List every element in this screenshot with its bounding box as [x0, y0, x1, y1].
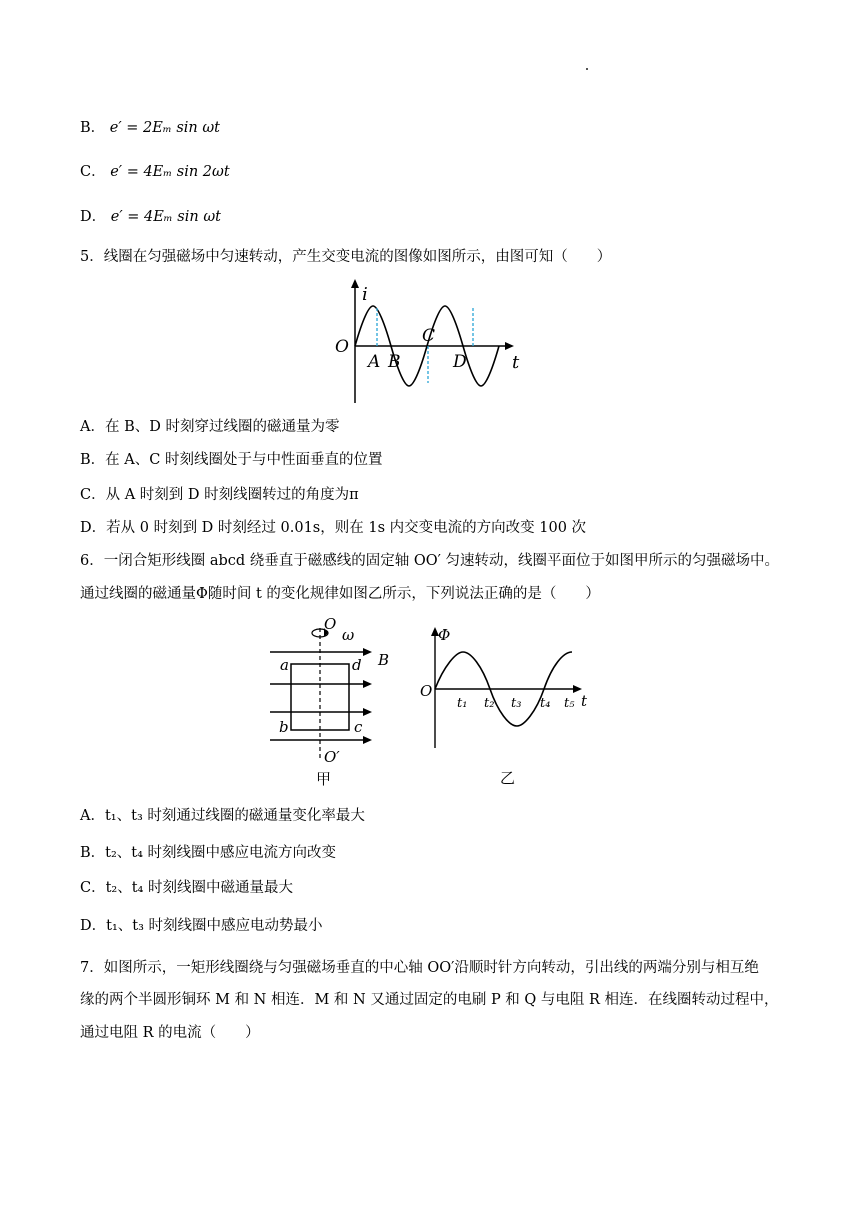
- q5-x-label: t: [512, 352, 520, 373]
- axis-label-bottom: O′: [324, 748, 340, 766]
- yi-origin: O: [420, 682, 433, 700]
- yi-y-label: Φ: [438, 626, 451, 644]
- q4-option-d: [80, 207, 221, 227]
- yi-tick-t4: t₄: [540, 696, 551, 711]
- q6-option-a: A．t₁、t₃ 时刻通过线圈的磁通量变化率最大: [80, 808, 365, 824]
- q5-stem: 5．线圈在匀强磁场中匀速转动，产生交变电流的图像如图所示，由图可知（ ）: [80, 249, 612, 265]
- q4-option-d-formula: e′ = 4Eₘ sin ωt: [110, 209, 221, 225]
- q5-point-c: C: [422, 326, 436, 346]
- yi-tick-t3: t₃: [511, 696, 522, 711]
- q6-option-c: C．t₂、t₄ 时刻线圈中磁通量最大: [80, 880, 293, 896]
- q7-line1: 7．如图所示，一矩形线圈绕与匀强磁场垂直的中心轴 OO′沿顺时针方向转动，引出线的两端分别与相互绝: [80, 960, 759, 976]
- yi-x-label: t: [581, 692, 588, 710]
- q4-option-c: [80, 162, 230, 182]
- field-arrow-2: [363, 680, 372, 688]
- q7-line2: 缘的两个半圆形铜环 M 和 N 相连．M 和 N 又通过固定的电刷 P 和 Q 与电阻 R 相连．在线圈转动过程中，: [80, 992, 779, 1008]
- q5-option-c: C．从 A 时刻到 D 时刻线圈转过的角度为π: [80, 487, 359, 503]
- q4-option-b-formula: e′ = 2Eₘ sin ωt: [109, 120, 220, 136]
- q5-x-arrow: [505, 342, 514, 350]
- corner-d: d: [352, 656, 362, 674]
- q5-origin: O: [335, 337, 349, 357]
- q5-option-a: A．在 B、D 时刻穿过线圈的磁通量为零: [80, 419, 340, 435]
- q4-option-c-text: C．: [80, 164, 106, 180]
- corner-c: c: [354, 718, 363, 736]
- q6-option-d: D．t₁、t₃ 时刻线圈中感应电动势最小: [80, 918, 323, 934]
- q7-line3: 通过电阻 R 的电流（ ）: [80, 1025, 260, 1041]
- yi-tick-t2: t₂: [484, 696, 495, 711]
- caption-jia: 甲: [316, 770, 332, 788]
- q6-figure-jia: [262, 614, 398, 790]
- q5-figure: [330, 278, 530, 406]
- q5-option-b: B．在 A、C 时刻线圈处于与中性面垂直的位置: [80, 452, 383, 468]
- corner-a: a: [280, 656, 289, 674]
- q5-y-label: i: [362, 284, 368, 305]
- field-arrow-1: [363, 648, 372, 656]
- header-mark: [586, 68, 588, 70]
- q6-stem-line2: 通过线圈的磁通量Φ随时间 t 的变化规律如图乙所示，下列说法正确的是（ ）: [80, 586, 600, 602]
- field-label: B: [378, 651, 390, 669]
- caption-yi: 乙: [500, 769, 516, 787]
- q5-y-arrow: [351, 279, 359, 288]
- q5-point-b: B: [388, 352, 401, 372]
- q5-point-d: D: [453, 352, 467, 372]
- omega-label: ω: [342, 626, 355, 644]
- q5-option-d: D．若从 0 时刻到 D 时刻经过 0.01s，则在 1s 内交变电流的方向改变 100 次: [80, 520, 587, 536]
- yi-tick-t1: t₁: [457, 696, 468, 711]
- q4-option-d-text: D．: [80, 209, 107, 225]
- corner-b: b: [279, 718, 289, 736]
- q5-point-a: A: [368, 352, 381, 372]
- q6-figure-yi: [416, 626, 596, 792]
- axis-label-top: O: [324, 615, 337, 633]
- yi-tick-t5: t₅: [564, 696, 575, 711]
- field-arrow-4: [363, 736, 372, 744]
- field-arrow-3: [363, 708, 372, 716]
- q4-option-b-text: B．: [80, 120, 106, 136]
- q6-stem-line1: 6．一闭合矩形线圈 abcd 绕垂直于磁感线的固定轴 OO′ 匀速转动，线圈平面位于如图甲所示的匀强磁场中。: [80, 553, 780, 569]
- q4-option-c-formula: e′ = 4Eₘ sin 2ωt: [110, 164, 230, 180]
- q6-option-b: B．t₂、t₄ 时刻线圈中感应电流方向改变: [80, 845, 337, 861]
- q4-option-b: [80, 118, 220, 138]
